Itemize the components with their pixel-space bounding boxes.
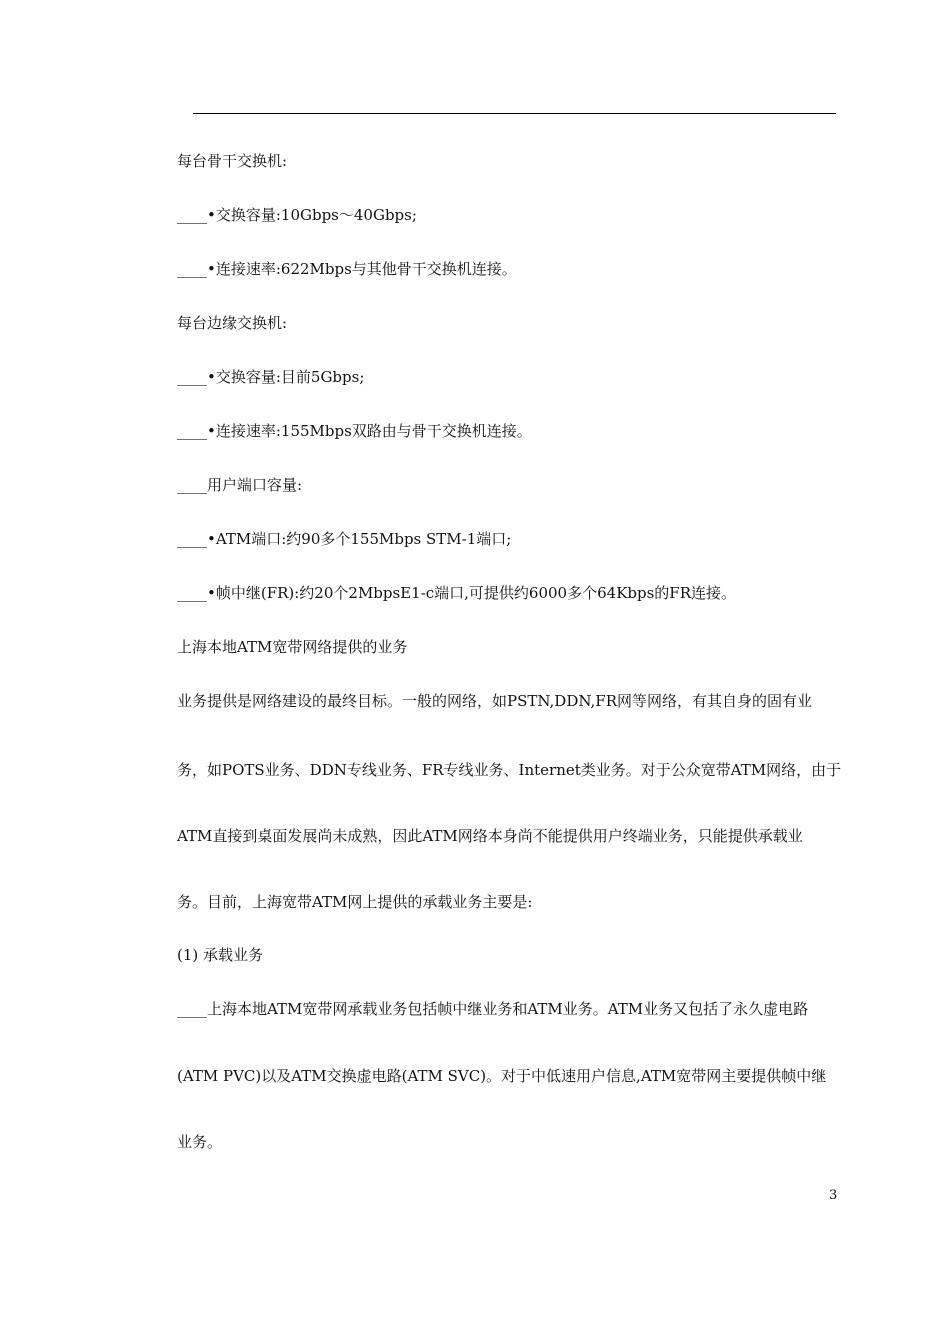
page-number: 3 [829,1188,838,1203]
paragraph-line: (ATM PVC)以及ATM交换虚电路(ATM SVC)。对于中低速用户信息,ATM宽带网主要提供帧中继 [177,1067,827,1085]
text-line: ____•交换容量:10Gbps～40Gbps; [177,206,417,224]
text-line: ____•连接速率:155Mbps双路由与骨干交换机连接。 [177,422,532,440]
paragraph-line: 业务。 [177,1133,223,1151]
subsection-heading: (1) 承载业务 [177,946,264,964]
paragraph-line: ATM直接到桌面发展尚未成熟，因此ATM网络本身尚不能提供用户终端业务，只能提供承载业 [177,827,803,845]
text-line: ____•交换容量:目前5Gbps; [177,368,365,386]
text-line: ____•帧中继(FR):约20个2MbpsE1-c端口,可提供约6000多个64Kbps的FR连接。 [177,584,737,602]
text-line: ____•ATM端口:约90多个155Mbps STM-1端口; [177,530,512,548]
paragraph-line: ____上海本地ATM宽带网承载业务包括帧中继业务和ATM业务。ATM业务又包括了永久虚电路 [177,1000,809,1018]
text-line: 每台骨干交换机: [177,152,288,170]
paragraph-line: 业务提供是网络建设的最终目标。一般的网络，如PSTN,DDN,FR网等网络，有其自身的固有业 [177,692,812,710]
text-line: ____•连接速率:622Mbps与其他骨干交换机连接。 [177,260,517,278]
text-line: ____用户端口容量: [177,476,303,494]
section-heading: 上海本地ATM宽带网络提供的业务 [177,638,408,656]
paragraph-line: 务。目前，上海宽带ATM网上提供的承载业务主要是: [177,893,533,911]
paragraph-line: 务，如POTS业务、DDN专线业务、FR专线业务、Internet类业务。对于公众宽带ATM网络，由于 [177,761,842,779]
header-rule [193,113,836,114]
text-line: 每台边缘交换机: [177,314,288,332]
